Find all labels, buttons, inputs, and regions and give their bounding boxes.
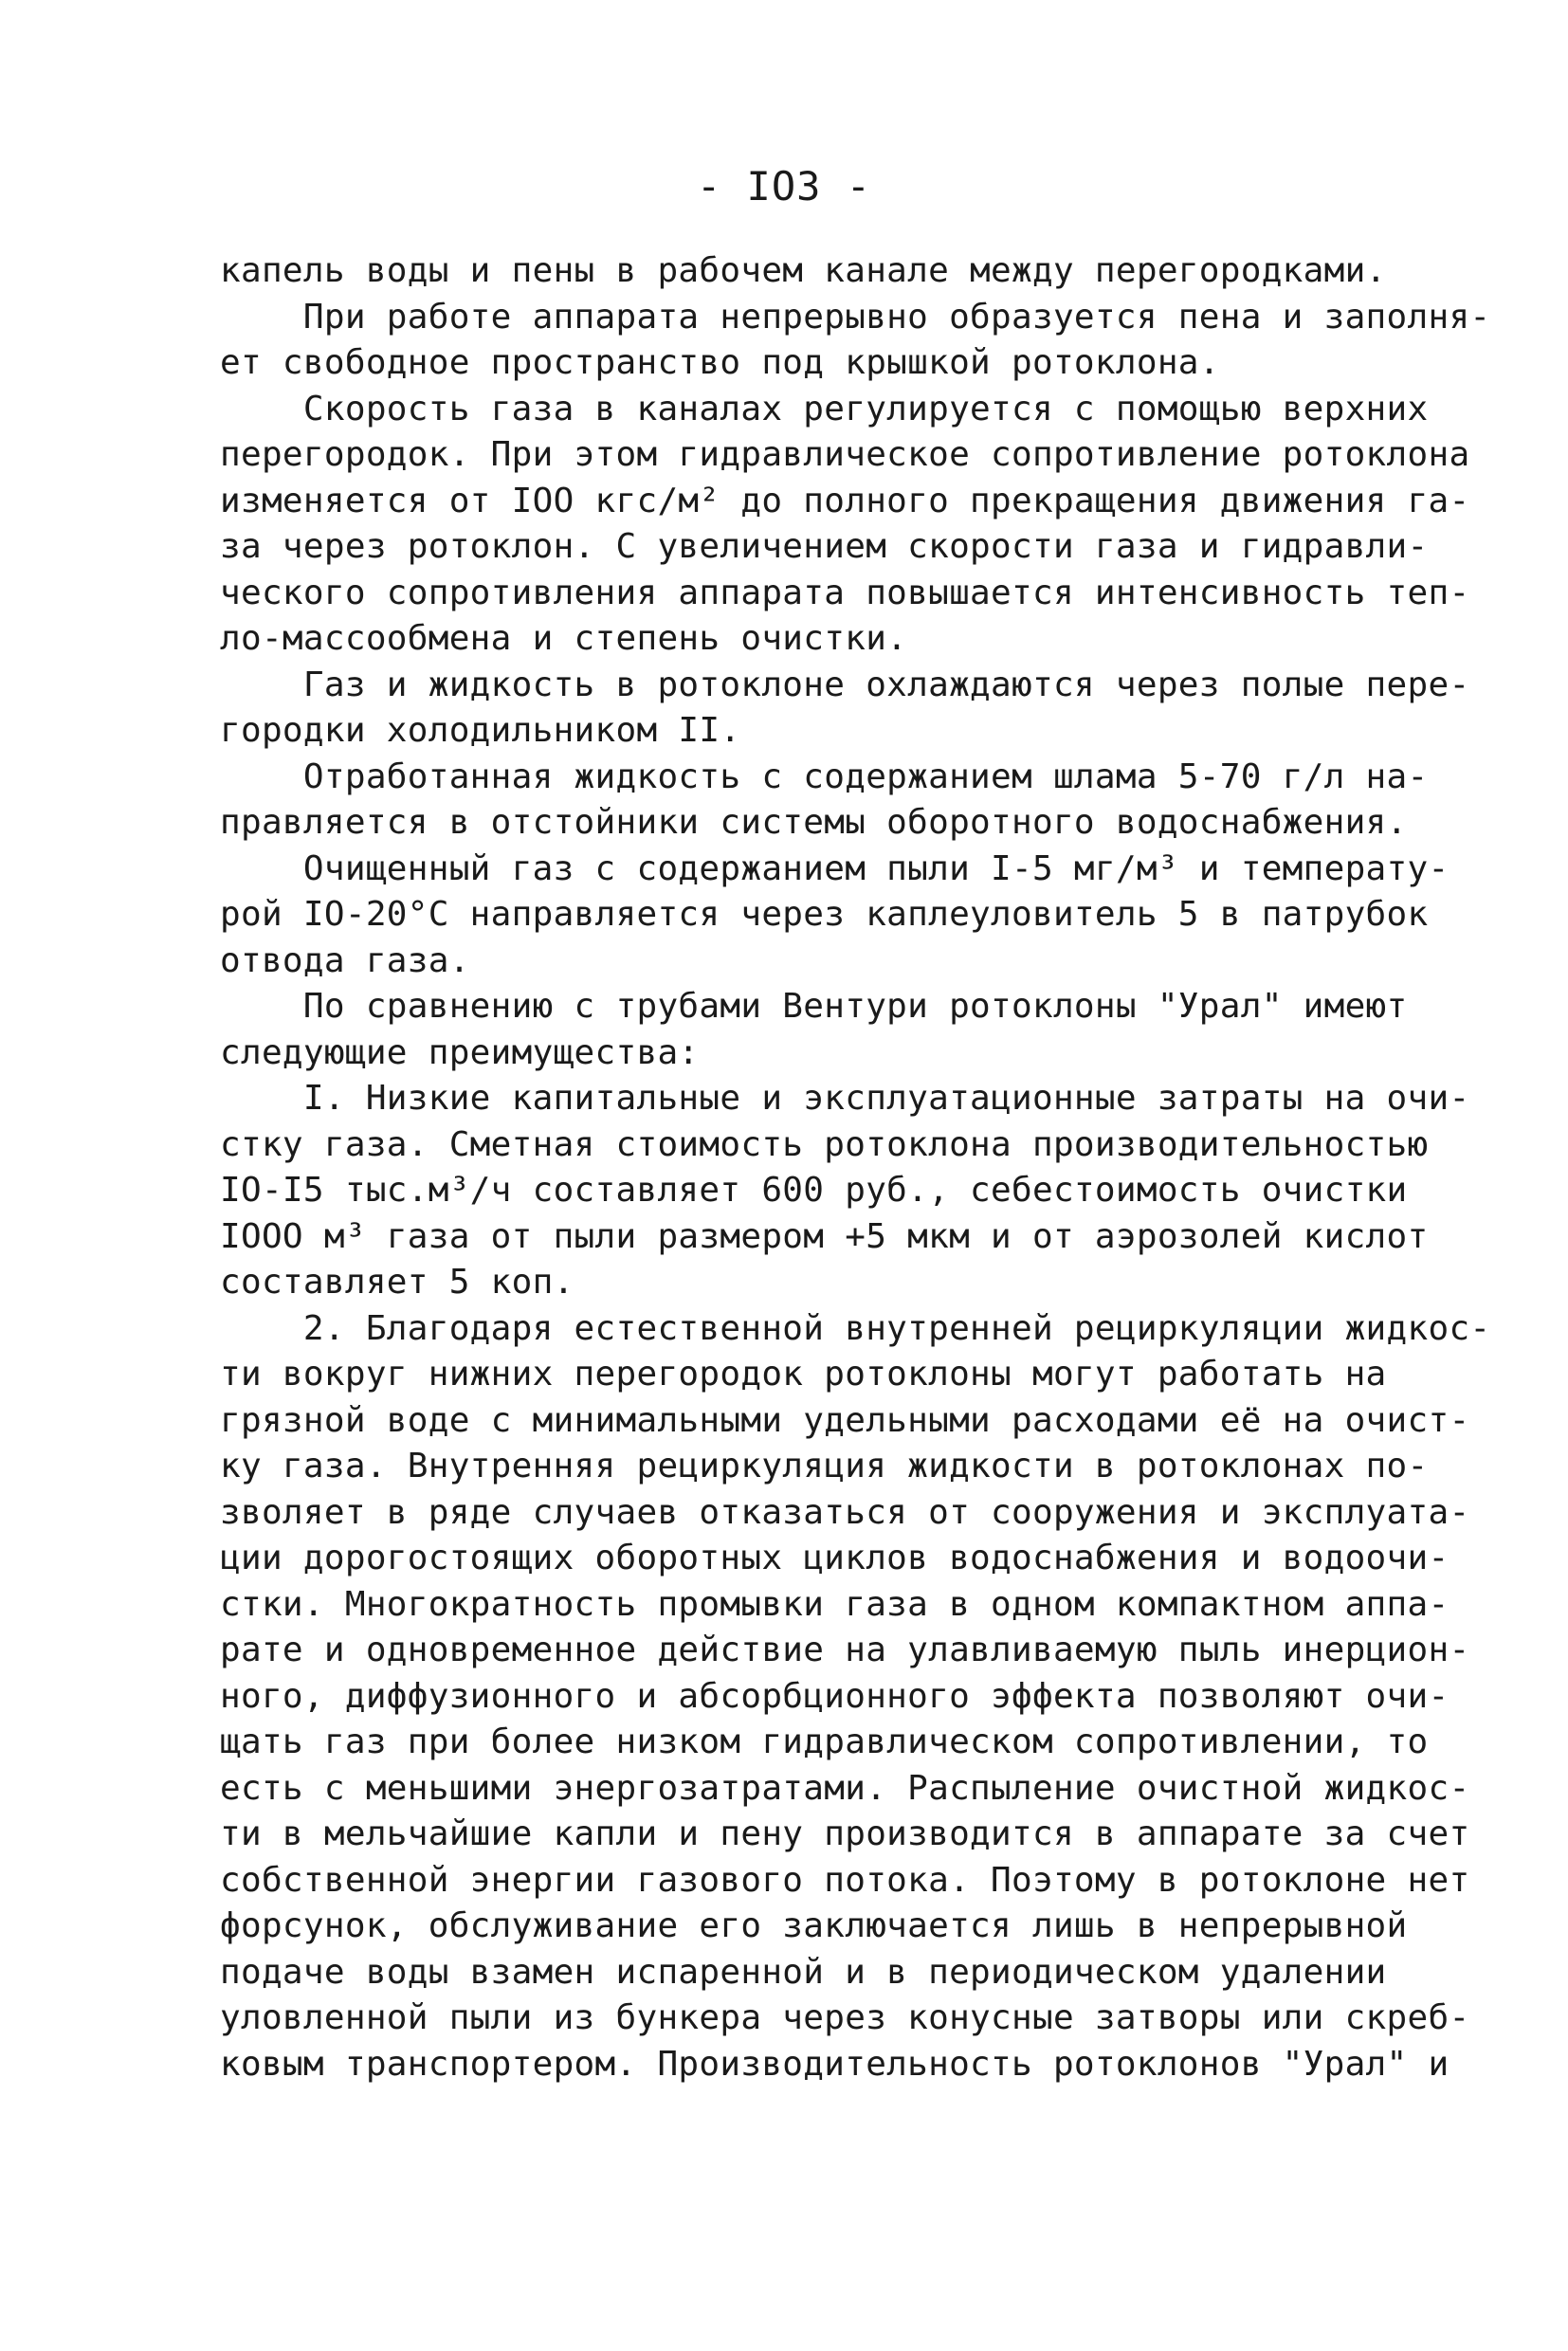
text-line: зволяет в ряде случаев отказаться от сооружения и эксплуата- — [220, 1492, 1470, 1532]
text-line: собственной энергии газового потока. Поэтому в ротоклоне нет — [220, 1860, 1470, 1900]
text-line: I. Низкие капитальные и эксплуатационные затраты на очи- — [220, 1079, 1470, 1118]
text-line: стки. Многократность промывки газа в одном компактном аппа- — [220, 1584, 1449, 1624]
text-line: перегородок. При этом гидравлическое сопротивление ротоклона — [220, 435, 1470, 474]
text-line: подаче воды взамен испаренной и в периодическом удалении — [220, 1952, 1387, 1992]
page-number: - IO3 - — [696, 163, 871, 210]
text-line: капель воды и пены в рабочем канале между перегородками. — [220, 251, 1387, 290]
text-line: ции дорогостоящих оборотных циклов водоснабжения и водоочи- — [220, 1539, 1449, 1577]
text-line: Газ и жидкость в ротоклоне охлаждаются через полые пере- — [220, 665, 1470, 704]
document-body — [220, 248, 1491, 2087]
text-line: ного, диффузионного и абсорбционного эффекта позволяют очи- — [220, 1676, 1449, 1716]
text-line: рате и одновременное действие на улавливаемую пыль инерцион- — [220, 1631, 1470, 1669]
text-line: По сравнению с трубами Вентури ротоклоны "Урал" имеют — [220, 987, 1408, 1026]
text-line: ти вокруг нижних перегородок ротоклоны могут работать на — [220, 1355, 1387, 1394]
text-line: Скорость газа в каналах регулируется с помощью верхних — [220, 389, 1429, 428]
text-line: ти в мельчайшие капли и пену производится в аппарате за счет — [220, 1814, 1470, 1853]
text-line: грязной воде с минимальными удельными расходами её на очист- — [220, 1400, 1470, 1440]
text-line: форсунок, обслуживание его заключается лишь в непрерывной — [220, 1906, 1408, 1945]
text-line: отвода газа. — [220, 940, 470, 980]
text-line: изменяется от IOO кгс/м² до полного прекращения движения га- — [220, 481, 1470, 520]
text-line: рой IO-20°C направляется через каплеуловитель 5 в патрубок — [220, 895, 1429, 934]
text-line: При работе аппарата непрерывно образуется пена и заполня- — [220, 297, 1491, 337]
text-line: IO-I5 тыс.м³/ч составляет 600 руб., себестоимость очистки — [220, 1171, 1408, 1210]
text-line: правляется в отстойники системы оборотного водоснабжения. — [220, 803, 1408, 842]
text-line: Отработанная жидкость с содержанием шлама 5-70 г/л на- — [220, 756, 1429, 796]
text-line: ку газа. Внутренняя рециркуляция жидкости в ротоклонах по- — [220, 1447, 1429, 1485]
text-line: есть с меньшими энергозатратами. Распыление очистной жидкос- — [220, 1768, 1470, 1808]
text-line: Очищенный газ с содержанием пыли I-5 мг/м³ и температу- — [220, 848, 1449, 888]
text-line: городки холодильником II. — [220, 711, 741, 750]
text-line: ло-массообмена и степень очистки. — [220, 619, 908, 658]
text-line: щать газ при более низком гидравлическом сопротивлении, то — [220, 1722, 1429, 1761]
text-line: ческого сопротивления аппарата повышается интенсивность теп- — [220, 573, 1470, 612]
text-line: 2. Благодаря естественной внутренней рециркуляции жидкос- — [220, 1308, 1491, 1348]
text-line: составляет 5 коп. — [220, 1263, 574, 1302]
text-line: ковым транспортером. Производительность ротоклонов "Урал" и — [220, 2044, 1449, 2084]
text-line: стку газа. Сметная стоимость ротоклона производительностью — [220, 1124, 1429, 1164]
text-line: за через ротоклон. С увеличением скорости газа и гидравли- — [220, 527, 1429, 566]
text-line: IOOO м³ газа от пыли размером +5 мкм и от аэрозолей кислот — [220, 1216, 1429, 1256]
text-line: ет свободное пространство под крышкой ротоклона. — [220, 343, 1220, 382]
text-line: следующие преимущества: — [220, 1032, 700, 1072]
text-line: уловленной пыли из бункера через конусные затворы или скреб- — [220, 1998, 1470, 2037]
